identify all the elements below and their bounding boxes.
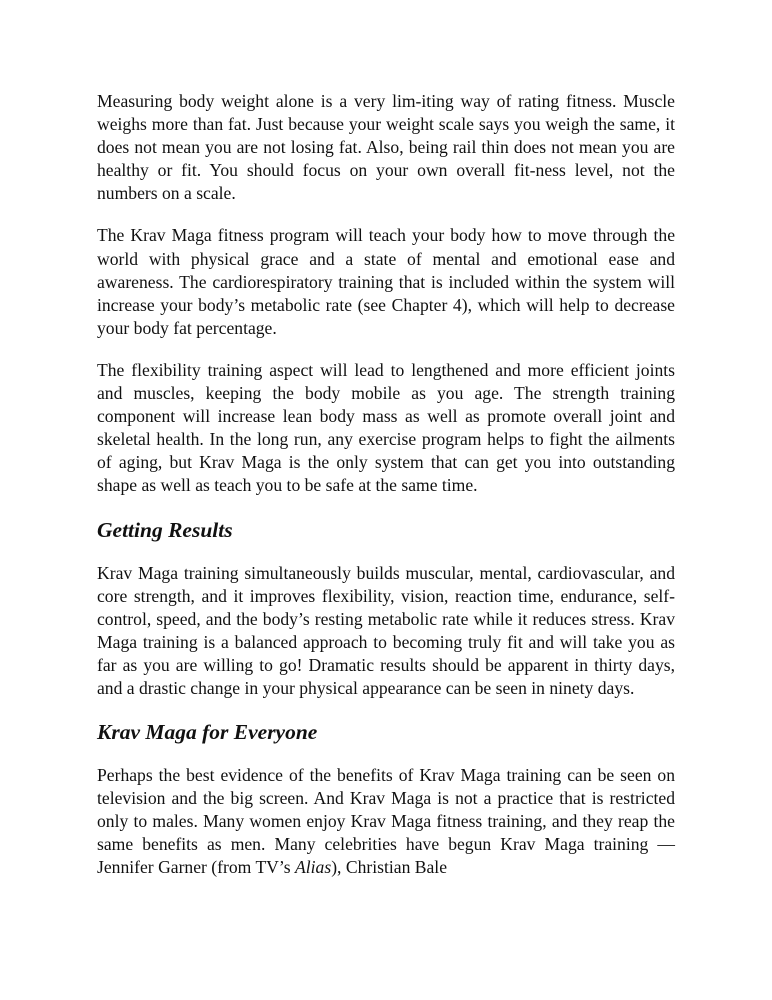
paragraph-start-text: Perhaps the best evidence of the benefits of Krav Maga training can be seen on television and the big screen. And Krav Maga is not a practice that is restricted only to males. Many women enjoy Krav Maga fitness training, and they reap the same benefits as men. Many celebrities have begun Krav Maga training — Jennifer Garner (from TV’s xyxy=(97,765,675,878)
heading-getting-results: Getting Results xyxy=(97,517,233,542)
document-page xyxy=(97,90,675,899)
paragraph-getting-results: Krav Maga training simultaneously builds muscular, mental, cardiovascular, and core strength, and it improves flexibility, vision, reaction time, endurance, self-control, speed, and the body’s resting metabolic rate while it reduces stress. Krav Maga training is a balanced approach to becoming truly fit and will take you as far as you are willing to go! Dramatic results should be apparent in thirty days, and a drastic change in your physical appearance can be seen in ninety days. xyxy=(97,562,675,698)
paragraph-flexibility-training: The flexibility training aspect will lead to lengthened and more efficient joints and muscles, keeping the body mobile as you age. The strength training component will increase lean body mass as well as promote overall joint and skeletal health. In the long run, any exercise program helps to fight the ailments of aging, but Krav Maga is the only system that can get you into outstanding shape as well as teach you to be safe at the same time. xyxy=(97,359,675,496)
paragraph-krav-maga-for-everyone xyxy=(97,764,675,879)
paragraph-fitness-program: The Krav Maga fitness program will teach your body how to move through the world with physical grace and a state of mental and emotional ease and awareness. The cardiorespiratory training that is included within the system will increase your body’s metabolic rate (see Chapter 4), which will help to decrease your body fat percentage. xyxy=(97,225,675,338)
show-title: Alias xyxy=(295,857,332,878)
paragraph-body-weight: Measuring body weight alone is a very lim-iting way of rating fitness. Muscle weighs more than fat. Just because your weight scale says you weigh the same, it does not mean you are not losing fat. Also, being rail thin does not mean you are healthy or fit. You should focus on your own overall fit-ness level, not the numbers on a scale. xyxy=(97,91,675,204)
paragraph-end-text: ), Christian Bale xyxy=(331,857,448,878)
heading-krav-maga-for-everyone: Krav Maga for Everyone xyxy=(97,720,318,745)
